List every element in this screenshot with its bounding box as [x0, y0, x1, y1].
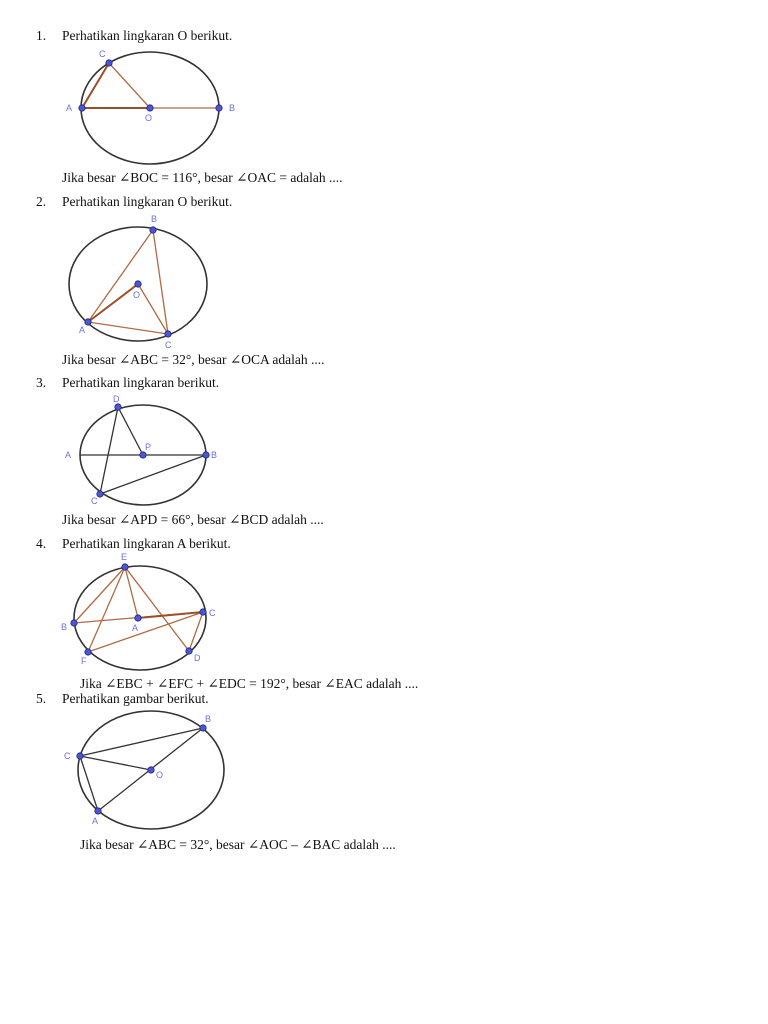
label-a: A — [92, 816, 99, 826]
label-o: O — [145, 113, 153, 123]
label-b: B — [151, 214, 158, 224]
label-c: C — [64, 751, 71, 761]
point-b — [200, 725, 206, 731]
point-e — [122, 564, 128, 570]
point-o — [147, 105, 153, 111]
problem-3-figure — [60, 392, 230, 512]
label-p: P — [145, 442, 152, 452]
point-o — [135, 281, 141, 287]
problem-2-figure — [60, 212, 220, 352]
point-b — [216, 105, 222, 111]
problem-1-number: 1. — [36, 28, 47, 43]
label-c: C — [165, 340, 172, 350]
problem-4-number: 4. — [36, 536, 47, 551]
problem-1-figure — [55, 48, 255, 173]
problem-4-instruction: Perhatikan lingkaran A berikut. — [62, 536, 231, 551]
label-c: C — [99, 49, 106, 59]
problem-3-instruction: Perhatikan lingkaran berikut. — [62, 375, 220, 390]
point-c — [200, 609, 206, 615]
point-a — [95, 808, 101, 814]
point-a — [79, 105, 85, 111]
label-f: F — [81, 656, 87, 666]
label-o: O — [133, 290, 141, 300]
point-b — [71, 620, 77, 626]
label-c: C — [209, 608, 216, 618]
problem-2-instruction: Perhatikan lingkaran O berikut. — [62, 194, 233, 209]
problem-4-figure — [58, 550, 228, 675]
problem-1-question: Jika besar ∠BOC = 116°, besar ∠OAC = adalah .... — [62, 170, 343, 185]
problem-2-number: 2. — [36, 194, 47, 209]
problem-5-question: Jika besar ∠ABC = 32°, besar ∠AOC – ∠BAC adalah .... — [80, 837, 396, 852]
point-c — [165, 331, 171, 337]
point-a — [135, 615, 141, 621]
label-a: A — [66, 103, 73, 113]
problem-2-question: Jika besar ∠ABC = 32°, besar ∠OCA adalah .... — [62, 352, 325, 367]
label-a: A — [79, 325, 86, 335]
label-o: O — [156, 770, 164, 780]
point-d — [186, 648, 192, 654]
label-b: B — [205, 714, 212, 724]
problem-3-number: 3. — [36, 375, 47, 390]
problem-1-instruction: Perhatikan lingkaran O berikut. — [62, 28, 233, 43]
label-b: B — [211, 450, 218, 460]
point-c — [77, 753, 83, 759]
point-p — [140, 452, 146, 458]
point-b — [203, 452, 209, 458]
point-c — [106, 60, 112, 66]
problem-5-figure — [58, 708, 238, 833]
problem-3-question: Jika besar ∠APD = 66°, besar ∠BCD adalah .... — [62, 512, 324, 527]
point-a — [85, 319, 91, 325]
label-b: B — [61, 622, 68, 632]
point-o — [148, 767, 154, 773]
label-e: E — [121, 552, 128, 562]
label-a: A — [65, 450, 72, 460]
point-b — [150, 227, 156, 233]
point-f — [85, 649, 91, 655]
point-c — [97, 491, 103, 497]
problem-5-instruction: Perhatikan gambar berikut. — [62, 691, 209, 706]
problem-4-question: Jika ∠EBC + ∠EFC + ∠EDC = 192°, besar ∠EAC adalah .... — [80, 676, 419, 691]
label-b: B — [229, 103, 236, 113]
label-a: A — [132, 623, 139, 633]
label-d: D — [194, 653, 201, 663]
label-d: D — [113, 394, 120, 404]
label-c: C — [91, 496, 98, 506]
problem-5-number: 5. — [36, 691, 47, 706]
point-d — [115, 404, 121, 410]
